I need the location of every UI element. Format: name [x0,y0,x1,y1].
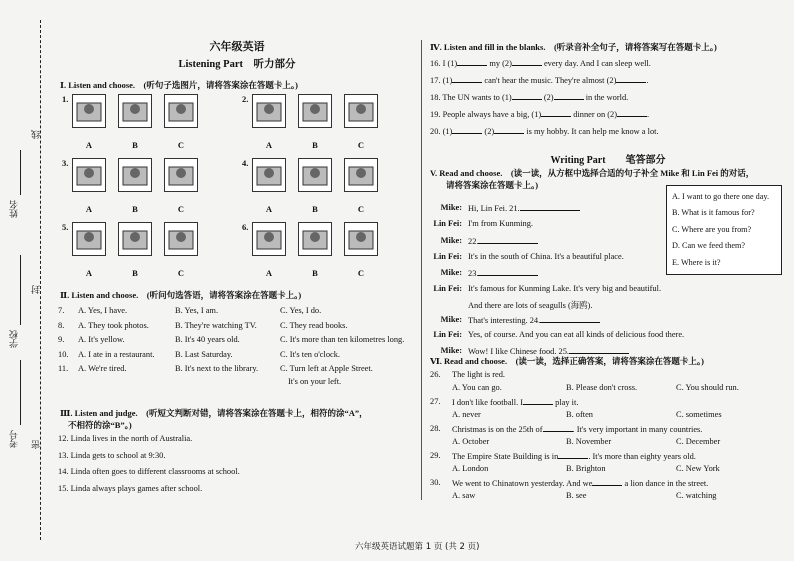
dialogue-text: It's in the south of China. It's a beautiful place. [468,252,624,261]
option-c: C. You should run. [676,383,739,392]
option-a: A. I ate in a restaurant. [78,349,155,359]
answer-blank[interactable] [457,58,487,66]
question-number: 30. [430,478,441,487]
question-part: We went to Chinatown yesterday. And we [452,479,593,488]
question-text: 19. People always have a big, (1) [430,110,542,119]
question-number: 8. [58,320,65,330]
option-a: A. It's yellow. [78,335,125,344]
question-text: 20. (1) [430,127,453,136]
option-b: B. It's next to the library. [175,364,259,373]
option-c: C. New York [676,464,720,473]
question-part: The Empire State Building is in [452,452,559,461]
question-number: 29. [430,451,441,460]
name-field-label: 姓名 [10,200,20,218]
question-number: 3. [62,158,69,168]
dialogue-text: Yes, of course. And you can eat all kinds of delicious food there. [468,330,685,339]
chopsticks-icon [252,158,286,192]
option-letter: B [132,268,138,278]
question-text [452,451,696,461]
stamp-china-icon [72,222,106,256]
question-text: every day. And I can sleep well. [541,59,651,68]
option-letter: C [177,268,185,278]
question-number: 27. [430,397,441,406]
car-icon [72,94,106,128]
option-a: A. We're tired. [78,364,127,373]
dialogue-text: That's interesting. 24. [468,316,541,325]
answer-blank[interactable] [569,346,629,354]
question-text: 18. The UN wants to (1) [430,93,512,102]
option-letter: C [357,268,365,278]
exam-number-field-label: 考号 [10,430,20,448]
dialogue-text: 23. [468,269,479,278]
school-field-line[interactable] [20,255,21,325]
option-c: C. sometimes [676,410,722,419]
speaker-label: Lin Fei: [433,219,462,228]
option-letter: C [357,140,365,150]
question-part: play it. [553,398,579,407]
q14-statement: 14. Linda often goes to different classrooms at school. [58,467,240,476]
option-letter: A [265,204,273,214]
section-2-heading: Ⅱ. Listen and choose. (听问句选答语，请将答案涂在答题卡上。) [60,290,302,300]
question-text: can't hear the music. They're almost (2) [482,76,617,85]
option-letter: B [312,204,318,214]
dialogue-line [468,284,661,293]
doll-icon [118,94,152,128]
question-text: (2) [482,127,495,136]
cut-line [40,20,41,540]
card-icon [252,222,286,256]
page-footer: 六年级英语试题第 1 页 (共 2 页) [355,542,480,552]
question-text [452,424,702,434]
question-number: 7. [58,306,65,315]
fill-blank-question [430,109,649,119]
listening-part-title: Listening Part 听力部分 [178,59,296,70]
christmas-tree-icon [298,222,332,256]
answer-blank[interactable] [592,478,622,486]
option-letter: C [177,204,185,214]
answer-blank[interactable] [523,397,553,405]
choice-b: B. What is it famous for? [672,208,755,217]
option-letter: B [132,204,138,214]
option-c: C. December [676,437,721,446]
question-text: . [647,110,650,119]
speaker-label: Lin Fei: [433,252,462,261]
answer-blank[interactable] [512,58,542,66]
answer-blank[interactable] [616,75,649,85]
sentence-choice-box [666,185,782,275]
question-text: is my hobby. It can help me know a lot. [524,127,659,136]
dialogue-line [468,236,538,246]
choice-c: C. Where are you from? [672,225,752,234]
section-6-heading: Ⅵ. Read and choose. (读一读，选择正确答案，请将答案涂在答题卡上。) [430,356,704,366]
answer-blank[interactable] [541,109,571,117]
option-letter: A [85,204,93,214]
question-text: in the world. [583,93,629,102]
column-divider [421,40,422,500]
school-field-label: 学校 [10,330,20,348]
q13-statement: 13. Linda gets to school at 9:30. [58,451,166,460]
page-title: 六年级英语 [209,40,265,53]
reading-boy-icon [118,158,152,192]
question-number: 4. [242,158,249,168]
speaker-label: Mike: [440,315,462,324]
answer-blank[interactable] [494,126,524,134]
option-letter: C [177,140,185,150]
speaker-label: Mike: [440,203,462,212]
margin-label-feng: 封 [32,285,42,294]
answer-blank[interactable] [558,451,588,459]
choice-d: D. Can we feed them? [672,241,745,250]
motorbike-icon [72,158,106,192]
answer-blank[interactable] [478,236,538,244]
question-number: 28. [430,424,441,433]
question-number: 5. [62,222,69,232]
choice-e: E. Where is it? [672,258,721,267]
fill-blank-question [430,92,628,102]
answer-blank[interactable] [617,109,650,119]
dialogue-text: Wow! I like Chinese food. 25. [468,347,569,356]
answer-blank[interactable] [540,315,600,323]
dialogue-text: And there are lots of seagulls (海鸥). [468,301,593,310]
answer-blank[interactable] [512,92,542,100]
option-a: A. saw [452,491,476,500]
q15-statement: 15. Linda always plays games after school. [58,484,203,493]
option-b: B. Last Saturday. [175,349,233,359]
option-b: B. It's 40 years old. [175,335,240,344]
option-a: A. They took photos. [78,320,149,330]
question-part: . It's more than eighty years old. [588,452,696,461]
section-3-heading-line2: 不相符的涂“B”。) [68,420,132,430]
question-number: 1. [62,94,69,104]
speaker-label: Mike: [440,346,462,355]
option-c: C. Turn left at Apple Street. [280,364,373,373]
section-5-heading-line2: 请将答案涂在答题卡上。) [446,180,539,190]
section-3-heading-line1: Ⅲ. Listen and judge. (听短文判断对错，请将答案涂在答题卡上，相符的涂“A”， [60,408,368,418]
question-text: . [646,76,649,85]
landscape-icon [344,94,378,128]
stamp-canada-icon [164,222,198,256]
question-number: 10. [58,349,69,359]
basketball-player-icon [252,94,286,128]
answer-blank[interactable] [478,268,538,276]
option-a: A. October [452,437,490,446]
answer-blank[interactable] [452,126,482,134]
speaker-label: Mike: [440,236,462,245]
question-part: The light is red. [452,370,506,379]
stamp-uk-icon [118,222,152,256]
dialogue-text: It's famous for Kunming Lake. It's very big and beautiful. [468,284,662,293]
section-1-heading: Ⅰ. Listen and choose. (听句子选图片，请将答案涂在答题卡上。) [60,80,298,90]
exam-number-field-line[interactable] [20,360,21,425]
option-a: A. never [452,410,481,419]
dialogue-line [468,203,580,213]
speaker-label: Lin Fei: [433,284,462,293]
gift-icon [344,222,378,256]
section-4-heading: Ⅳ. Listen and fill in the blanks. (听录音补全句子，请将答案写在答题卡上。) [430,42,717,52]
option-letter: B [132,140,138,150]
option-c: C. It's more than ten kilometres long. [280,335,405,344]
question-text: 16. I (1) [430,59,458,68]
dialogue-text: I'm from Kunming. [468,219,534,228]
option-b: B. see [566,491,587,500]
fill-blank-question [430,58,651,68]
question-number: 9. [58,335,65,344]
name-field-line[interactable] [20,150,21,195]
option-c: C. They read books. [280,320,348,330]
option-letter: A [85,140,93,150]
option-a: A. Yes, I have. [78,306,128,315]
answer-blank[interactable] [543,424,573,432]
question-part: I don't like football. I [452,398,524,407]
option-b: B. Brighton [566,464,606,473]
spoon-icon [344,158,378,192]
question-number: 26. [430,370,441,379]
dialogue-line [468,330,684,339]
question-number: 2. [242,94,249,104]
option-letter: A [85,268,93,278]
option-c: C. It's ten o'clock. [280,349,341,359]
option-c: C. watching [676,491,717,500]
margin-label-mi: 密 [32,440,42,449]
bird-icon [164,94,198,128]
section-5-heading-line1: V. Read and choose. (读一读，从方框中选择合适的句子补全 Mike 和 Lin Fei 的对话， [430,168,755,178]
q12-statement: 12. Linda lives in the north of Australia. [58,434,193,443]
question-text: 17. (1) [430,76,453,85]
dialogue-text: 22. [468,237,479,246]
dialogue-line [468,315,600,325]
option-b: B. Yes, I am. [175,306,219,315]
option-letter: B [312,140,318,150]
speaker-label: Mike: [440,268,462,277]
answer-blank[interactable] [452,75,482,83]
question-text [452,370,505,379]
question-part: . It's very important in many countries. [572,425,703,434]
dancer-icon [164,158,198,192]
writing-part-title: Writing Part 笔答部分 [550,155,666,166]
speaker-label: Lin Fei: [433,330,462,339]
dialogue-line [468,219,533,228]
q11-option-c-continued: It's on your left. [288,377,342,386]
fill-blank-question [430,126,659,136]
answer-blank[interactable] [554,92,584,100]
fill-blank-question [430,75,648,85]
answer-blank[interactable] [520,203,580,211]
option-letter: A [265,140,273,150]
question-number: 11. [58,364,69,373]
question-number: 6. [242,222,249,232]
option-a: A. You can go. [452,383,502,392]
option-c: C. Yes, I do. [280,306,322,315]
option-b: B. Please don't cross. [566,383,638,392]
question-text: (2) [541,93,554,102]
binding-margin [0,0,60,561]
option-b: B. often [566,410,593,419]
question-part: a lion dance in the street. [622,479,709,488]
option-a: A. London [452,464,489,473]
margin-label-xian: 线 [32,130,42,139]
option-b: B. They're watching TV. [175,320,257,330]
option-letter: A [265,268,273,278]
football-player-icon [298,94,332,128]
question-text: dinner on (2) [571,110,617,119]
choice-a: A. I want to go there one day. [672,192,770,201]
option-letter: B [312,268,318,278]
dialogue-text: Hi, Lin Fei. 21. [468,204,520,213]
question-text: my (2) [487,59,512,68]
dialogue-line [468,252,624,261]
knife-fork-icon [298,158,332,192]
question-part: Christmas is on the 25th of [452,425,543,434]
question-text [452,397,578,407]
option-letter: C [357,204,365,214]
option-b: B. November [566,437,612,446]
dialogue-line [468,268,538,278]
question-text [452,478,708,488]
dialogue-line [468,299,592,311]
